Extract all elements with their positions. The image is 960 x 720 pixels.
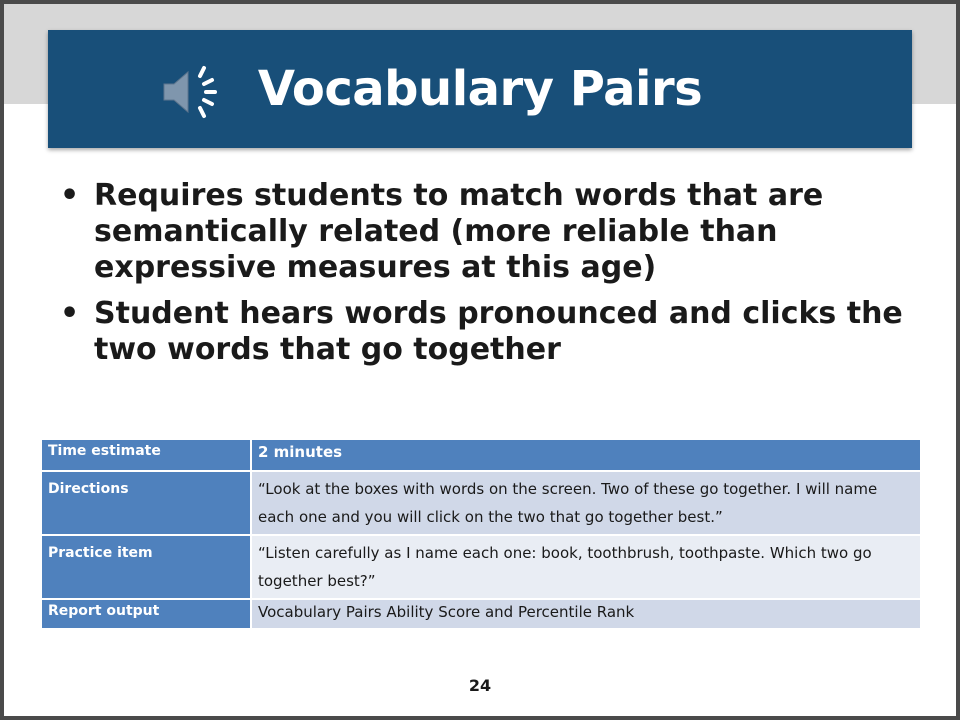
- bullet-dot-icon: •: [60, 296, 80, 331]
- table-row: [42, 471, 920, 535]
- row-value: 2 minutes: [251, 440, 920, 471]
- row-label: Report output: [42, 599, 251, 628]
- bullet-dot-icon: •: [60, 178, 80, 213]
- bullet-text: Student hears words pronounced and clicks the two words that go together: [94, 296, 903, 367]
- table-row: [42, 535, 920, 599]
- row-value: “Look at the boxes with words on the screen. Two of these go together. I will name each one and you will click on the two that go together best.”: [251, 471, 920, 535]
- info-table: [42, 440, 920, 628]
- bullet-text: Requires students to match words that are semantically related (more reliable than expressive measures at this age): [94, 178, 824, 285]
- table-row: [42, 599, 920, 628]
- table-row: [42, 440, 920, 471]
- bullet-item: [52, 178, 912, 286]
- slide: [4, 4, 956, 716]
- row-label: Directions: [42, 471, 251, 535]
- row-value: “Listen carefully as I name each one: book, toothbrush, toothpaste. Which two go together best?”: [251, 535, 920, 599]
- slide-title: Vocabulary Pairs: [257, 61, 703, 117]
- title-bar: [48, 30, 912, 148]
- bullet-list: [52, 178, 912, 378]
- row-label: Time estimate: [42, 440, 251, 471]
- bullet-item: [52, 296, 912, 368]
- page-number: 24: [468, 676, 492, 695]
- row-value: Vocabulary Pairs Ability Score and Percentile Rank: [251, 599, 920, 628]
- row-label: Practice item: [42, 535, 251, 599]
